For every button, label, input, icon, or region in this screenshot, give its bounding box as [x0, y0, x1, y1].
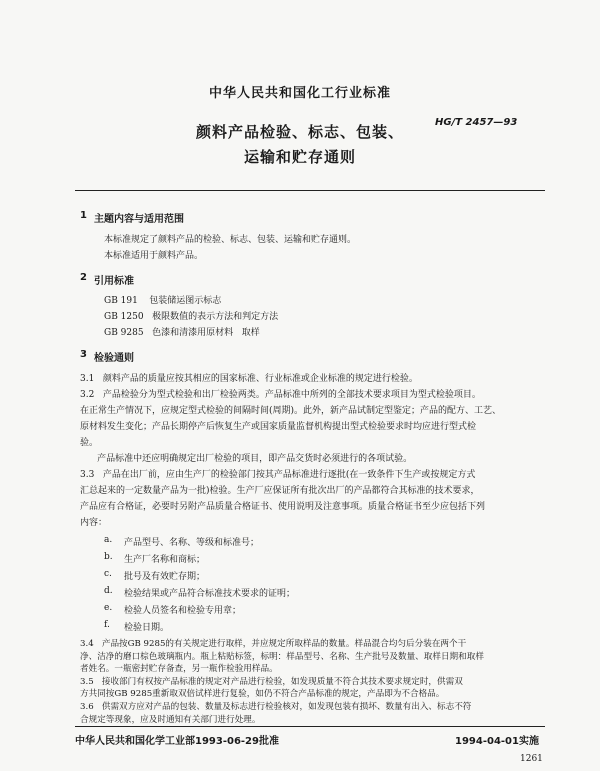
list-item-mark: c.: [104, 569, 112, 579]
list-item-text: 检验日期。: [124, 623, 170, 633]
section1-number: 1: [80, 210, 87, 221]
body-line: 净、洁净的磨口棕色玻璃瓶内。瓶上粘贴标签，标明：样品型号、名称、生产批号及数量、取样日期和取样: [80, 651, 484, 662]
body-line: 产品应有合格证，必要时另附产品质量合格证书、使用说明及注意事项。质量合格证书至少应包括下列: [80, 502, 486, 512]
section1-para1: 本标准规定了颜料产品的检验、标志、包装、运输和贮存通则。: [104, 235, 357, 245]
section3-title: 检验通则: [94, 353, 134, 364]
top-divider: [75, 190, 545, 191]
approval-line: 中华人民共和国化学工业部1993-06-29批准: [75, 736, 279, 747]
document-title-line1: 颜料产品检验、标志、包装、: [195, 123, 404, 141]
list-item-text: 生产厂名称和商标；: [124, 555, 206, 565]
list-item-mark: e.: [104, 603, 113, 613]
body-line: 者姓名。一瓶密封贮存备查，另一瓶作检验用样品。: [80, 664, 278, 675]
reference-item: GB 9285 色漆和清漆用原材料 取样: [104, 328, 260, 338]
body-line: 原材料发生变化；产品长期停产后恢复生产或国家质量监督机构提出型式检验要求时均应进行型式检: [80, 422, 477, 432]
body-line: 3.4 产品按GB 9285的有关规定进行取样，并应规定所取样品的数量。样品混合均匀后分装在两个干: [80, 639, 467, 649]
section1-title: 主题内容与适用范围: [94, 214, 184, 225]
list-item-mark: b.: [104, 552, 113, 562]
list-item-mark: a.: [104, 535, 113, 545]
body-line: 3.2 产品检验分为型式检验和出厂检验两类。产品标准中所列的全部技术要求项目为型式检验项目。: [80, 390, 481, 400]
body-line: 汇总起来的一定数量产品为一批)检验。生产厂应保证所有批次出厂的产品都符合其标准的技术要求，: [80, 486, 480, 496]
reference-item: GB 1250 极限数值的表示方法和判定方法: [104, 312, 279, 322]
body-line: 内容：: [80, 518, 108, 528]
bottom-divider: [75, 726, 545, 727]
page-number: 1261: [520, 754, 543, 764]
list-item-text: 检验人员签名和检验专用章；: [124, 606, 242, 616]
body-line: 验。: [80, 438, 99, 448]
document-title-line2: 运输和贮存通则: [243, 148, 356, 166]
body-line: 产品标准中还应明确规定出厂检验的项目，即产品交货时必须进行的各项试验。: [80, 454, 413, 464]
implementation-date: 1994-04-01实施: [455, 736, 539, 747]
reference-item: GB 191 包装储运图示标志: [104, 296, 222, 306]
standard-header: 中华人民共和国化工行业标准: [208, 86, 391, 101]
body-line: 方共同按GB 9285重新取双倍试样进行复验，如仍不符合产品标准的规定，产品即为不合格品。: [80, 689, 445, 700]
section2-title: 引用标准: [94, 276, 134, 287]
body-line: 3.3 产品在出厂前，应由生产厂的检验部门按其产品标准进行逐批(在一致条件下生产或按规定方式: [80, 470, 476, 480]
section3-number: 3: [80, 349, 87, 360]
list-item-mark: f.: [104, 620, 110, 630]
list-item-mark: d.: [104, 586, 113, 596]
list-item-text: 产品型号、名称、等级和标准号；: [124, 538, 260, 548]
body-line: 3.6 供需双方应对产品的包装、数量及标志进行检验核对，如发现包装有损坏、数量有出入、标志不符: [80, 702, 472, 712]
body-line: 3.5 接收部门有权按产品标准的规定对产品进行检验，如发现质量不符合其技术要求规定时，供需双: [80, 676, 463, 687]
body-line: 3.1 颜料产品的质量应按其相应的国家标准、行业标准或企业标准的规定进行检验。: [80, 374, 418, 384]
standard-code: HG/T 2457—93: [435, 117, 518, 128]
list-item-text: 检验结果或产品符合标准技术要求的证明；: [124, 589, 296, 599]
body-line: 合规定等现象，应及时通知有关部门进行处理。: [80, 714, 261, 725]
list-item-text: 批号及有效贮存期；: [124, 572, 206, 582]
section2-number: 2: [80, 272, 87, 283]
body-line: 在正常生产情况下，应规定型式检验的间隔时间(周期)。此外，新产品试制定型鉴定；产品的配方、工艺、: [80, 406, 502, 416]
section1-para2: 本标准适用于颜料产品。: [104, 251, 204, 261]
